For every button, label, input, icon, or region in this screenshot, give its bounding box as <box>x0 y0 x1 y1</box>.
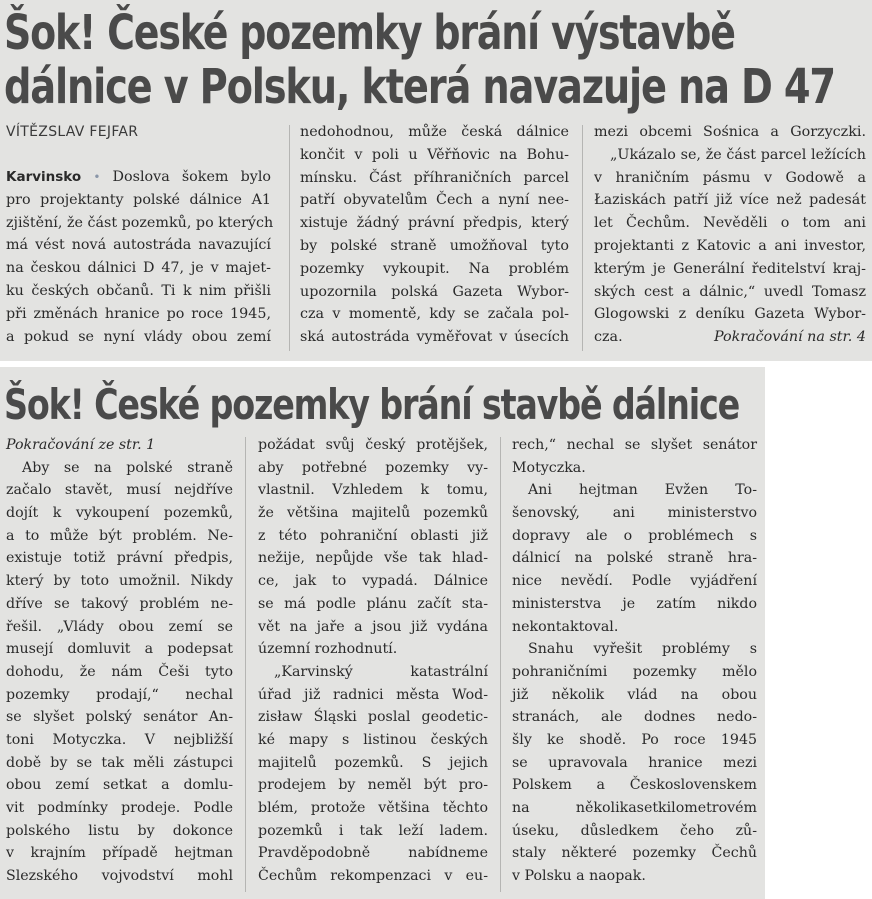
text-line: vlastnil. Vzhledem k tomu, <box>258 482 488 499</box>
text-line: Glogowski z deníku Gazeta Wybor- <box>594 306 866 323</box>
article1-column-2 <box>300 121 569 349</box>
text-line-end: cza. <box>594 329 623 346</box>
text-line: pozemky prodají,“ nechal <box>6 686 233 703</box>
text-line: a to může být problém. Ne- <box>6 527 233 544</box>
text-line: pro projektanty polské dálnice A1 <box>6 191 271 208</box>
text-line: staly některé pozemky Čechů <box>512 845 757 862</box>
text-line <box>594 326 866 349</box>
column-rule <box>500 437 501 892</box>
text-line: toni Motyczka. V nejbližší <box>6 731 233 748</box>
text-line: Slezského vojvodství mohl <box>6 868 233 885</box>
headline-line-2: dálnice v Polsku, která navazuje na D 47 <box>4 59 835 115</box>
text-line: Čechům rekompenzaci v eu- <box>258 868 488 885</box>
text-line: mezi obcemi Sośnica a Gorzyczki. <box>594 124 866 140</box>
text-line: Łaziskách patří již více než padesát <box>594 192 866 209</box>
text-line: v krajním případě hejtman <box>6 845 233 862</box>
continued-note: Pokračování na str. 4 <box>713 329 866 346</box>
text-line: dopravy ale o problémech s <box>512 527 757 544</box>
text-line: úřad již radnici města Wod- <box>258 686 488 703</box>
text-line: kterým je Generální ředitelství kraj- <box>594 260 866 277</box>
article2-column-2 <box>258 434 488 888</box>
text-line: se upravovala hranice mezi <box>512 754 757 771</box>
text-line: požádat svůj český protějšek, <box>258 437 488 453</box>
text-line: Snahu vyřešit problémy s <box>528 641 757 658</box>
text-line: vit podmínky prodeje. Podle <box>6 800 233 816</box>
text-line: existuje totiž právní předpis, <box>6 550 233 567</box>
column-rule <box>245 437 246 892</box>
text-line: upozornila polská Gazeta Wybor- <box>300 283 569 300</box>
text-line: v hraničním pásmu v Godowě a <box>594 169 866 186</box>
text-line: nekontaktoval. <box>512 618 619 635</box>
text-line: z této pohraniční oblasti již <box>258 527 488 544</box>
text-line: se slyšet polský senátor An- <box>6 709 233 726</box>
text-line: již několik vlád na obou <box>512 686 757 703</box>
text-line: dojít k vykoupení pozemků, <box>6 505 233 522</box>
text-line: pohraničními pozemky mělo <box>512 663 757 680</box>
text-line: nice nevědí. Podle vyjádření <box>512 573 757 590</box>
text-line: ké mapy s listinou českých <box>258 731 488 748</box>
text-line: let Čechům. Nevěděli o tom ani <box>594 215 866 232</box>
text-line: v Polsku a naopak. <box>512 868 646 885</box>
text-line: xistuje žádný právní předpis, který <box>300 215 569 232</box>
article-clipping-1 <box>0 0 872 361</box>
article2-column-3 <box>512 434 757 888</box>
text-line: prodejem by neměl být pro- <box>258 777 488 794</box>
bullet-icon: • <box>93 170 101 184</box>
text-line: mínsku. Část příhraničních parcel <box>300 169 569 186</box>
text-line: řešil. „Vlády obou zemí se <box>6 618 233 635</box>
text-line: ce, jak to vypadá. Dálnice <box>258 573 488 590</box>
text-line: úseku, důsledkem čeho zů- <box>512 822 757 839</box>
text-line: „Ukázalo se, že část parcel ležících <box>610 146 866 163</box>
text-line: dohodu, že nám Češi tyto <box>6 663 233 680</box>
headline: Šok! České pozemky brání stavbě dálnice <box>4 380 740 429</box>
text-line: době by se tak měli zástupci <box>6 754 233 771</box>
location-label: Karvinsko <box>6 169 82 185</box>
article-clipping-2 <box>0 367 765 899</box>
text-line: zjištění, že část pozemků, po kterých <box>6 214 274 231</box>
continued-from-note: Pokračování ze str. 1 <box>6 437 156 453</box>
text-line: Ani hejtman Evžen To- <box>528 482 757 499</box>
text-line: Motyczka. <box>512 459 586 476</box>
text-line: rech,“ nechal se slyšet senátor <box>512 437 757 453</box>
text-line: pozemků i tak leží ladem. <box>258 822 488 839</box>
text-line: cza v momentě, kdy se začala pol- <box>300 306 569 323</box>
text-line: při změnách hranice po roce 1945, <box>6 305 271 322</box>
article2-column-1 <box>6 434 233 888</box>
text-line: stranách, ale dodnes nedo- <box>512 709 757 726</box>
text-line: územní rozhodnutí. <box>258 641 398 658</box>
text-line: dálnicí na polské straně hra- <box>512 550 757 567</box>
text-line: že většina majitelů pozemků <box>258 505 488 522</box>
text-line: ských cest a dálnic,“ uvedl Tomasz <box>594 283 866 300</box>
text-line: má vést nová autostráda navazující <box>6 237 271 254</box>
text-line: začalo stavět, musí nejdříve <box>6 482 233 499</box>
text-line: vět na jaře a jsou již vydána <box>258 618 488 635</box>
text-line: blém, protože většina těchto <box>258 800 488 816</box>
text-line: ministerstva je zatím nikdo <box>512 595 757 612</box>
text-line: pozemky vykoupit. Na problém <box>300 260 569 277</box>
text-line: ská autostráda vyměřovat v úsecích <box>300 329 569 346</box>
text-line: musejí domluvit a podepsat <box>6 641 233 658</box>
text-line: nežije, nepůjde vše tak hlad- <box>258 550 488 567</box>
text-line: se má podle plánu začít sta- <box>258 595 488 612</box>
text-line: polského listu by dokonce <box>6 822 233 839</box>
text-line: Pravděpodobně nabídneme <box>258 845 488 862</box>
text-line: „Karvinský katastrální <box>274 663 488 680</box>
text-line: Aby se na polské straně <box>22 459 233 476</box>
text-line: dříve se takový problém ne- <box>6 595 233 612</box>
article1-column-3 <box>594 121 866 349</box>
text-line: a pokud se nyní vlády obou zemí <box>6 328 271 345</box>
text-line: majitelů pozemků. S jejich <box>258 754 488 771</box>
text-line: Polskem a Československem <box>512 777 757 794</box>
text-line: šenovský, ani ministerstvo <box>512 505 757 522</box>
article1-column-1 <box>6 166 274 348</box>
headline-line-1: Šok! České pozemky brání výstavbě <box>4 5 735 61</box>
text-line: zisław Śląski poslal geodetic- <box>258 709 488 726</box>
column-rule <box>289 125 290 351</box>
text-line: by polské straně umožňoval tyto <box>300 237 569 254</box>
text-line: projektanti z Katovic a ani investor, <box>594 237 866 254</box>
byline: VÍTĚZSLAV FEJFAR <box>6 124 139 140</box>
text-line: nedohodnou, může česká dálnice <box>300 124 569 140</box>
text-line: patří obyvatelům Čech a nyní nee- <box>300 192 569 209</box>
text-line: na několikasetkilometrovém <box>512 800 757 816</box>
text-line: na českou dálnici D 47, je v majet- <box>6 260 271 277</box>
column-rule <box>582 125 583 351</box>
text-line: šly ke shodě. Po roce 1945 <box>512 731 757 748</box>
text-line: který by toto umožnil. Nikdy <box>6 573 233 590</box>
text-line: aby potřebné pozemky vy- <box>258 459 488 476</box>
text-line: Doslova šokem bylo <box>112 169 271 185</box>
text-line: končit v poli u Věřňovic na Bohu- <box>300 146 569 163</box>
text-line: ku českých občanů. Ti k nim přišli <box>6 282 271 299</box>
text-line: obou zemí setkat a domlu- <box>6 777 233 794</box>
